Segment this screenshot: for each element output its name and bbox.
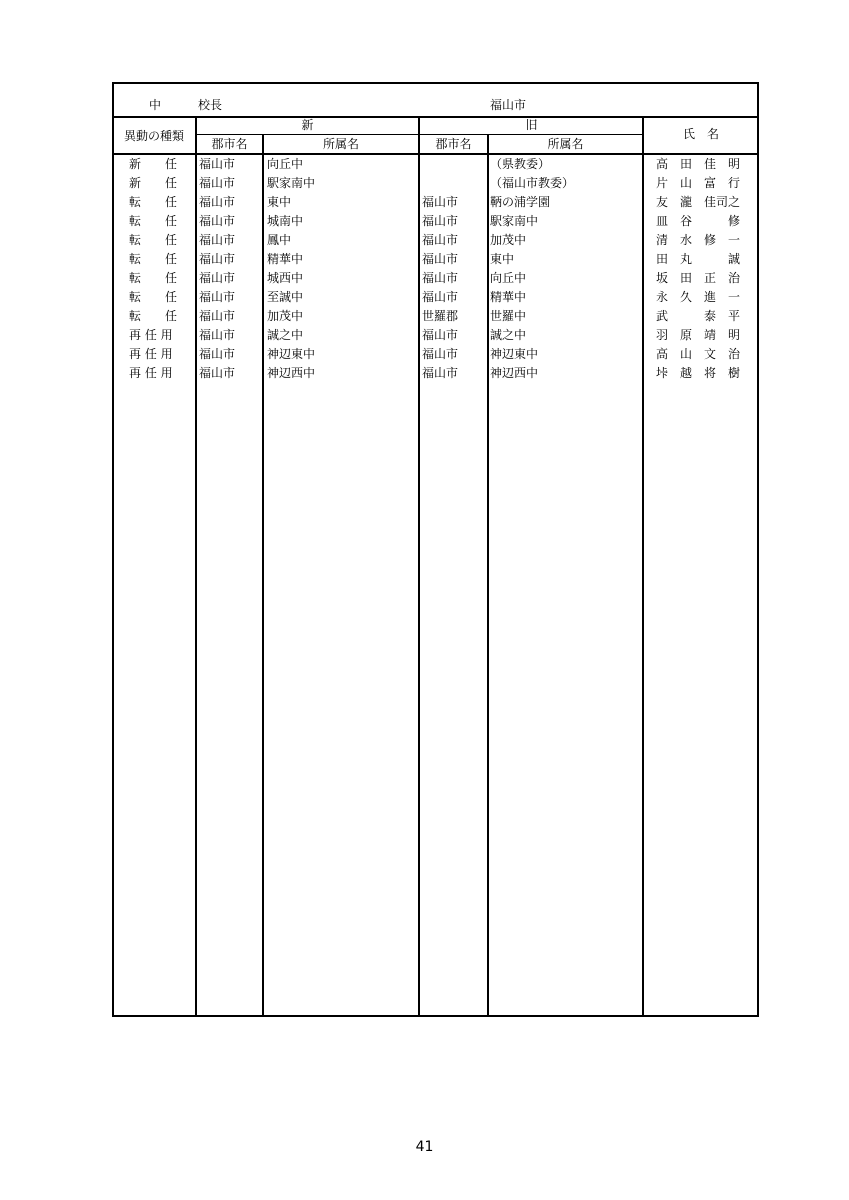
transfer-type: 転 任 (129, 309, 178, 323)
transfer-type: 転 任 (129, 214, 178, 228)
person-name: 高 田 佳 明 (656, 157, 741, 171)
person-name: 垰 越 将 樹 (656, 366, 741, 380)
transfer-type: 新 任 (129, 176, 178, 190)
new-district: 福山市 (199, 176, 236, 190)
column-header-name: 氏 名 (682, 127, 719, 141)
table-row (0, 345, 849, 364)
new-district: 福山市 (199, 157, 236, 171)
new-district: 福山市 (199, 214, 236, 228)
old-affiliation: 加茂中 (490, 233, 527, 247)
old-affiliation: 神辺東中 (490, 347, 539, 361)
column-header-new-affiliation: 所属名 (322, 137, 359, 151)
old-affiliation: 精華中 (490, 290, 527, 304)
new-affiliation: 東中 (267, 195, 292, 209)
old-affiliation: （福山市教委） (490, 176, 575, 190)
group-divider-old (419, 134, 643, 135)
column-header-old-affiliation: 所属名 (547, 137, 584, 151)
old-affiliation: 神辺西中 (490, 366, 539, 380)
new-affiliation: 加茂中 (267, 309, 304, 323)
table-row (0, 155, 849, 174)
new-affiliation: 誠之中 (267, 328, 304, 342)
new-affiliation: 鳳中 (267, 233, 292, 247)
person-name: 片 山 富 行 (656, 176, 741, 190)
new-affiliation: 神辺東中 (267, 347, 316, 361)
new-district: 福山市 (199, 252, 236, 266)
transfer-type: 再 任 用 (129, 347, 173, 361)
new-affiliation: 至誠中 (267, 290, 304, 304)
new-affiliation: 神辺西中 (267, 366, 316, 380)
new-district: 福山市 (199, 347, 236, 361)
table-row (0, 193, 849, 212)
old-affiliation: 誠之中 (490, 328, 527, 342)
transfer-type: 再 任 用 (129, 328, 173, 342)
person-name: 坂 田 正 治 (656, 271, 741, 285)
table-row (0, 250, 849, 269)
table-row (0, 212, 849, 231)
new-affiliation: 精華中 (267, 252, 304, 266)
new-district: 福山市 (199, 233, 236, 247)
old-district: 福山市 (422, 252, 459, 266)
city-label: 福山市 (490, 98, 527, 112)
old-district: 福山市 (422, 233, 459, 247)
table-row (0, 307, 849, 326)
old-affiliation: 駅家南中 (490, 214, 539, 228)
transfer-type: 転 任 (129, 290, 178, 304)
column-group-old: 旧 (525, 118, 538, 132)
person-name: 清 水 修 一 (656, 233, 741, 247)
table-row (0, 231, 849, 250)
column-header-new-district: 郡市名 (211, 137, 248, 151)
table-row (0, 288, 849, 307)
old-district: 福山市 (422, 347, 459, 361)
new-district: 福山市 (199, 290, 236, 304)
old-affiliation: 向丘中 (490, 271, 527, 285)
transfer-type: 再 任 用 (129, 366, 173, 380)
old-district: 福山市 (422, 290, 459, 304)
transfer-type: 転 任 (129, 233, 178, 247)
person-name: 皿 谷 修 (656, 214, 741, 228)
old-affiliation: （県教委） (490, 157, 551, 171)
new-affiliation: 向丘中 (267, 157, 304, 171)
new-district: 福山市 (199, 309, 236, 323)
new-affiliation: 城西中 (267, 271, 304, 285)
column-header-old-district: 郡市名 (435, 137, 472, 151)
transfer-type: 転 任 (129, 271, 178, 285)
old-affiliation: 世羅中 (490, 309, 527, 323)
old-affiliation: 鞆の浦学園 (490, 195, 551, 209)
person-name: 羽 原 靖 明 (656, 328, 741, 342)
table-row (0, 326, 849, 345)
person-name: 友 瀧 佳司之 (656, 195, 741, 209)
table-row (0, 174, 849, 193)
column-group-new: 新 (301, 118, 314, 132)
table-row (0, 364, 849, 383)
old-district: 世羅郡 (422, 309, 459, 323)
new-district: 福山市 (199, 366, 236, 380)
old-district: 福山市 (422, 328, 459, 342)
transfer-type: 新 任 (129, 157, 178, 171)
new-affiliation: 城南中 (267, 214, 304, 228)
new-district: 福山市 (199, 271, 236, 285)
old-district: 福山市 (422, 195, 459, 209)
table-row (0, 269, 849, 288)
person-name: 田 丸 誠 (656, 252, 741, 266)
page-number: 41 (415, 1139, 434, 1155)
person-name: 高 山 文 治 (656, 347, 741, 361)
new-district: 福山市 (199, 328, 236, 342)
transfer-type: 転 任 (129, 252, 178, 266)
school-type-label: 中 (149, 98, 162, 112)
column-header-type: 異動の種類 (123, 129, 184, 143)
new-district: 福山市 (199, 195, 236, 209)
old-district: 福山市 (422, 366, 459, 380)
person-name: 武 泰 平 (656, 309, 741, 323)
new-affiliation: 駅家南中 (267, 176, 316, 190)
group-divider-new (195, 134, 419, 135)
old-district: 福山市 (422, 271, 459, 285)
transfer-type: 転 任 (129, 195, 178, 209)
person-name: 永 久 進 一 (656, 290, 741, 304)
old-district: 福山市 (422, 214, 459, 228)
old-affiliation: 東中 (490, 252, 515, 266)
position-label: 校長 (198, 98, 223, 112)
